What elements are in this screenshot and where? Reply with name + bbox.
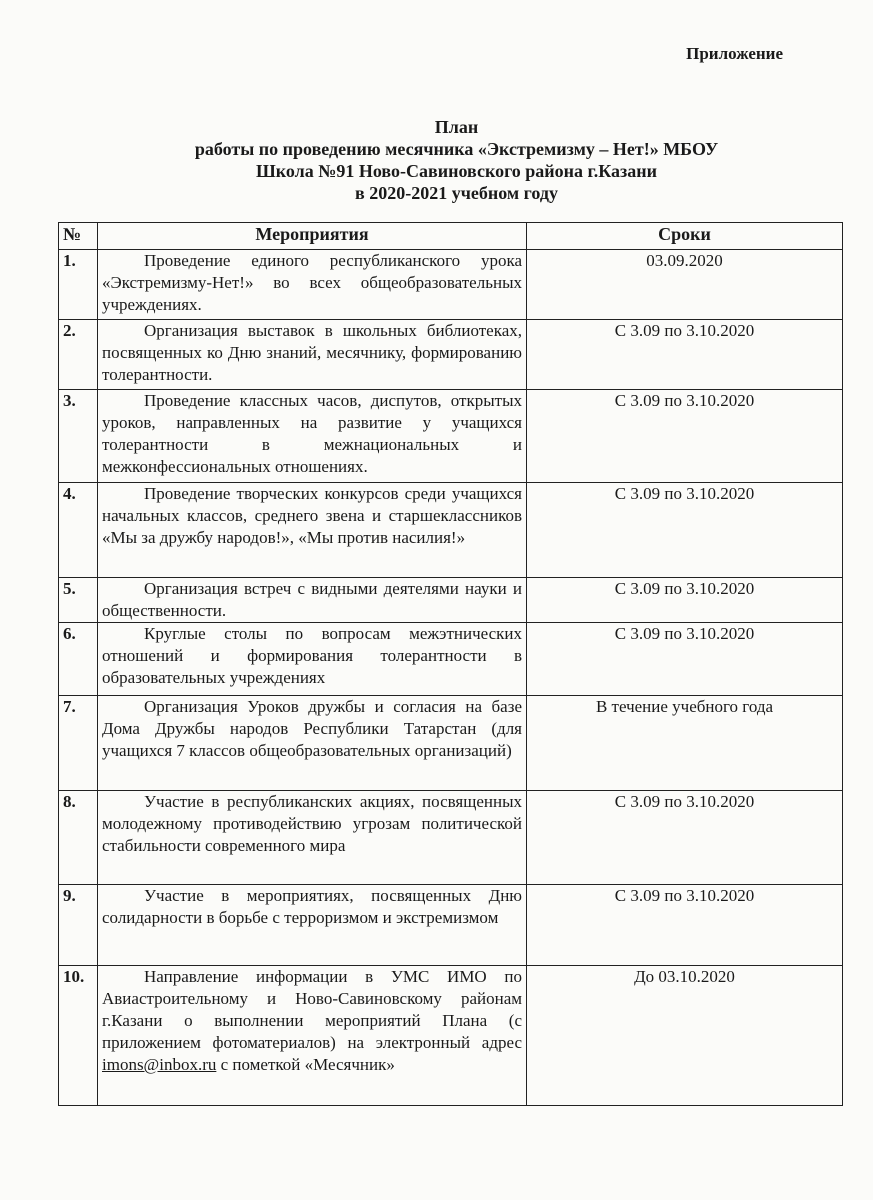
row-date: В течение учебного года xyxy=(527,696,843,791)
row-activity xyxy=(98,320,527,390)
activity-text: Проведение единого республиканского урока «Экстремизму-Нет!» во всех общеобразовательных учреждениях. xyxy=(102,251,522,314)
table-header-row xyxy=(59,223,843,250)
row-activity xyxy=(98,966,527,1106)
activity-text: Участие в мероприятиях, посвященных Дню солидарности в борьбе с терроризмом и экстремизмом xyxy=(102,886,522,927)
row-number: 4. xyxy=(59,483,98,578)
row-number: 9. xyxy=(59,885,98,966)
row-number: 7. xyxy=(59,696,98,791)
activity-text: Организация выставок в школьных библиотеках, посвященных ко Дню знаний, месячнику, формированию толерантности. xyxy=(102,321,522,384)
row-number: 2. xyxy=(59,320,98,390)
activity-tail: с пометкой «Месячник» xyxy=(220,1055,395,1074)
header-dates: Сроки xyxy=(527,223,843,250)
table-row xyxy=(59,390,843,483)
table-row xyxy=(59,250,843,320)
row-number: 3. xyxy=(59,390,98,483)
activity-text: Организация Уроков дружбы и согласия на базе Дома Дружбы народов Республики Татарстан (для учащихся 7 классов общеобразовательных организаций) xyxy=(102,697,522,760)
row-activity xyxy=(98,250,527,320)
document-title xyxy=(0,116,873,204)
row-activity xyxy=(98,578,527,623)
row-number: 1. xyxy=(59,250,98,320)
row-number: 10. xyxy=(59,966,98,1106)
row-activity xyxy=(98,483,527,578)
row-date: До 03.10.2020 xyxy=(527,966,843,1106)
row-activity xyxy=(98,390,527,483)
activity-text: Направление информации в УМС ИМО по Авиастроительному и Ново-Савиновскому районам г.Казани о выполнении мероприятий Плана (с приложением фотоматериалов) на электронный адрес xyxy=(102,967,522,1052)
row-date: С 3.09 по 3.10.2020 xyxy=(527,885,843,966)
table-row xyxy=(59,791,843,885)
appendix-label: Приложение xyxy=(686,44,783,63)
table-row xyxy=(59,696,843,791)
row-activity xyxy=(98,791,527,885)
row-date: С 3.09 по 3.10.2020 xyxy=(527,578,843,623)
row-date: С 3.09 по 3.10.2020 xyxy=(527,623,843,696)
activity-text: Организация встреч с видными деятелями науки и общественности. xyxy=(102,579,522,620)
title-line-4: в 2020-2021 учебном году xyxy=(355,183,558,203)
table-row xyxy=(59,966,843,1106)
table-row xyxy=(59,623,843,696)
row-activity xyxy=(98,885,527,966)
activity-text: Проведение творческих конкурсов среди учащихся начальных классов, среднего звена и старшеклассников «Мы за дружбу народов!», «Мы против насилия!» xyxy=(102,484,522,547)
row-date: С 3.09 по 3.10.2020 xyxy=(527,320,843,390)
row-activity xyxy=(98,696,527,791)
row-number: 5. xyxy=(59,578,98,623)
table-row xyxy=(59,885,843,966)
row-date: 03.09.2020 xyxy=(527,250,843,320)
table-row xyxy=(59,483,843,578)
plan-table xyxy=(58,222,843,1106)
row-number: 8. xyxy=(59,791,98,885)
header-number: № xyxy=(59,223,98,250)
activity-text: Круглые столы по вопросам межэтнических отношений и формирования толерантности в образовательных учреждениях xyxy=(102,624,522,687)
table-row xyxy=(59,320,843,390)
activity-text: Проведение классных часов, диспутов, открытых уроков, направленных на развитие у учащихся толерантности в межнациональных и межконфессиональных отношениях. xyxy=(102,391,522,476)
title-line-3: Школа №91 Ново-Савиновского района г.Казани xyxy=(256,161,657,181)
header-activities: Мероприятия xyxy=(98,223,527,250)
table-row xyxy=(59,578,843,623)
email-link[interactable]: imons@inbox.ru xyxy=(102,1055,217,1074)
row-number: 6. xyxy=(59,623,98,696)
title-line-1: План xyxy=(434,117,479,137)
row-date: С 3.09 по 3.10.2020 xyxy=(527,791,843,885)
row-activity xyxy=(98,623,527,696)
row-date: С 3.09 по 3.10.2020 xyxy=(527,483,843,578)
row-date: С 3.09 по 3.10.2020 xyxy=(527,390,843,483)
activity-text: Участие в республиканских акциях, посвященных молодежному противодействию угрозам политической стабильности современного мира xyxy=(102,792,522,855)
title-line-2: работы по проведению месячника «Экстремизму – Нет!» МБОУ xyxy=(194,139,719,159)
